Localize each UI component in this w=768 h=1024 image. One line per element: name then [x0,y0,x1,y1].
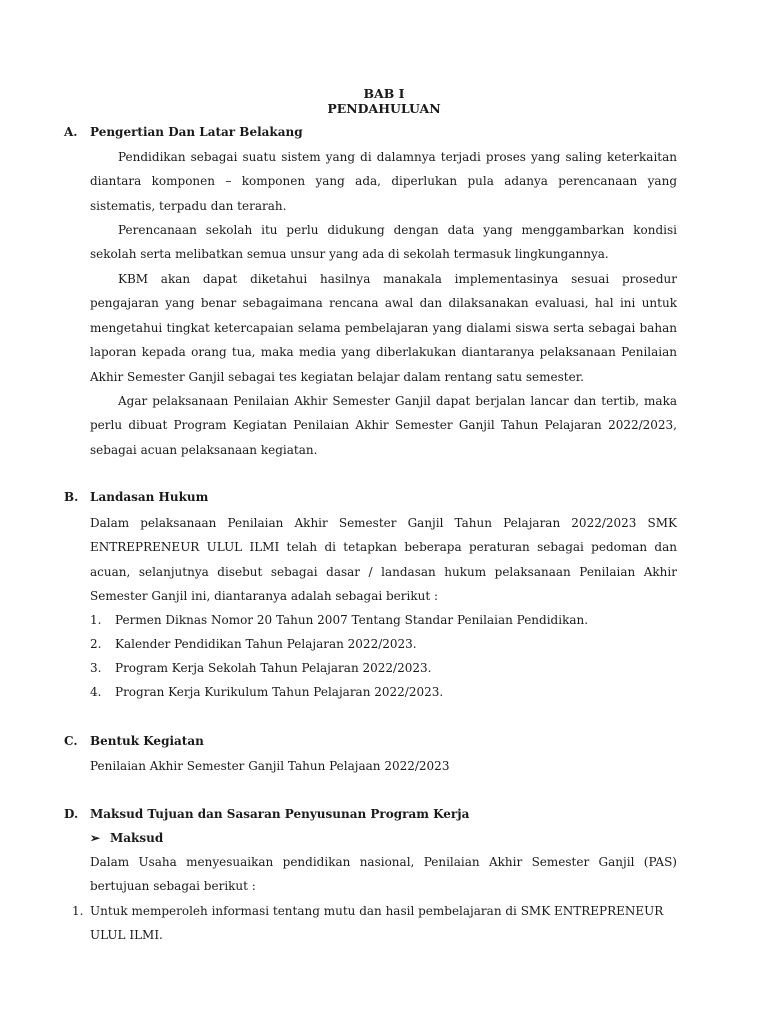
section-b-letter: B. [64,490,79,504]
section-b-paragraph-1: Dalam pelaksanaan Penilaian Akhir Semester Ganjil Tahun Pelajaran 2022/2023 SMK ENTREPRENEUR ULUL ILMI telah di tetapkan beberapa peraturan sebagai pedoman dan acuan, selanjutnya disebut sebagai dasar / landasan hukum pelaksanaan Penilaian Akhir Semester Ganjil ini, diantaranya adalah sebagai berikut : [90,516,677,604]
section-d-heading [64,807,469,821]
list-text-line-2: ULUL ILMI. [90,928,163,943]
section-a-paragraph-3: KBM akan dapat diketahui hasilnya manakala implementasinya sesuai prosedur pengajaran yang benar sebagaimana rencana awal dan dilaksanakan evaluasi, hal ini untuk mengetahui tingkat ketercapaian selama pembelajaran yang dialami siswa serta sebagai bahan laporan kepada orang tua, maka media yang diberlakukan diantaranya pelaksanaan Penilaian Akhir Semester Ganjil sebagai tes kegiatan belajar dalam rentang satu semester. [90,272,677,384]
legal-basis-item [90,685,443,699]
list-text: Permen Diknas Nomor 20 Tahun 2007 Tentang Standar Penilaian Pendidikan. [115,613,589,627]
section-a-paragraph-1: Pendidikan sebagai suatu sistem yang di dalamnya terjadi proses yang saling keterkaitan diantara komponen – komponen yang ada, diperlukan pula adanya perencanaan yang sistematis, terpadu dan terarah. [90,150,677,213]
section-c-paragraph-1: Penilaian Akhir Semester Ganjil Tahun Pelajaan 2022/2023 [90,759,450,773]
list-text: Progran Kerja Kurikulum Tahun Pelajaran 2022/2023. [115,685,444,699]
legal-basis-item [90,637,417,651]
legal-basis-item [90,613,588,627]
list-text: Kalender Pendidikan Tahun Pelajaran 2022/2023. [115,637,417,651]
legal-basis-item [90,661,431,675]
chapter-title: PENDAHULUAN [327,101,441,116]
section-a-heading [64,125,303,139]
section-c-letter: C. [64,734,78,748]
section-d-paragraph-1: Dalam Usaha menyesuaikan pendidikan nasional, Penilaian Akhir Semester Ganjil (PAS) bertujuan sebagai berikut : [90,855,677,894]
section-a-letter: A. [64,125,78,139]
list-text: Program Kerja Sekolah Tahun Pelajaran 2022/2023. [115,661,432,675]
section-a-title: Pengertian Dan Latar Belakang [90,125,303,139]
section-a-paragraph-4: Agar pelaksanaan Penilaian Akhir Semester Ganjil dapat berjalan lancar dan tertib, maka perlu dibuat Program Kegiatan Penilaian Akhir Semester Ganjil Tahun Pelajaran 2022/2023, sebagai acuan pelaksanaan kegiatan. [90,394,677,457]
arrow-bullet-icon: ➢ [90,831,101,845]
section-d-title: Maksud Tujuan dan Sasaran Penyusunan Program Kerja [90,807,470,821]
section-c-heading [64,734,204,748]
section-d-letter: D. [64,807,79,821]
subsection-maksud [90,831,163,845]
section-b-title: Landasan Hukum [90,490,209,504]
list-text-line-1: Untuk memperoleh informasi tentang mutu dan hasil pembelajaran di SMK ENTREPRENEUR [90,904,664,918]
list-number: 1. [90,613,102,627]
section-b-heading [64,490,208,504]
chapter-number: BAB I [363,86,405,101]
list-number: 2. [90,637,102,651]
list-number: 1. [72,904,84,918]
list-number: 3. [90,661,102,675]
list-number: 4. [90,685,102,699]
section-c-title: Bentuk Kegiatan [90,734,204,748]
subsection-title: Maksud [110,831,164,845]
objective-item [72,899,677,948]
section-a-paragraph-2: Perencanaan sekolah itu perlu didukung dengan data yang menggambarkan kondisi sekolah serta melibatkan semua unsur yang ada di sekolah termasuk lingkungannya. [90,223,677,262]
